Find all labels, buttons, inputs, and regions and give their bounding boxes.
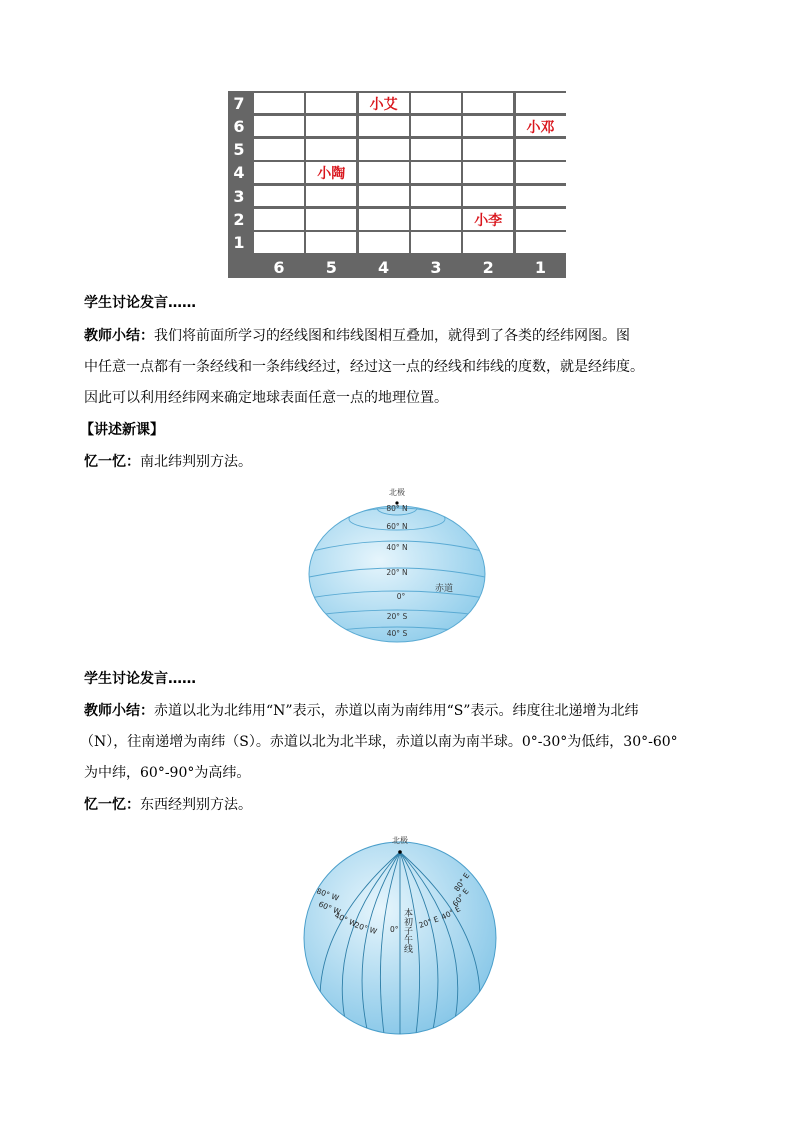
seat-cell (411, 162, 461, 183)
seat-cell (254, 116, 304, 137)
seat-cell (306, 209, 356, 230)
student-name: 小陶 (317, 166, 346, 183)
seat-cell (359, 209, 409, 230)
row-number: 7 (233, 93, 245, 113)
seat-cell (516, 209, 566, 230)
lon-label-60w: 60° W (317, 899, 343, 917)
seat-cell (306, 186, 356, 207)
recall-longitude (84, 796, 252, 814)
seat-cell (463, 186, 513, 207)
lon-label-40e: 40° E (439, 904, 462, 922)
longitude-globe-diagram (296, 828, 506, 1038)
teacher-summary-1-line-1 (84, 327, 630, 345)
seat-cell (254, 139, 304, 160)
seat-cell (463, 139, 513, 160)
seat-cell (254, 93, 304, 114)
seat-cell (411, 116, 461, 137)
seat-cell (516, 232, 566, 253)
seat-cell (359, 186, 409, 207)
student-name: 小邓 (526, 119, 555, 136)
seat-cell (359, 162, 409, 183)
lon-label-0: 0° (390, 925, 399, 934)
recall-text: 南北纬判别方法。 (140, 454, 252, 470)
lat-label-20n: 20° N (386, 568, 408, 577)
row-number: 3 (233, 186, 245, 206)
column-number: 2 (482, 257, 494, 277)
teacher-summary-1-line-2: 中任意一点都有一条经线和一条纬线经过，经过这一点的经线和纬线的度数，就是经纬度。 (84, 359, 644, 375)
seat-cell (306, 116, 356, 137)
recall-label: 忆一忆： (84, 454, 140, 470)
lon-label-20w: 20° W (353, 920, 379, 937)
lat-label-60n: 60° N (386, 522, 408, 531)
column-number: 3 (430, 257, 442, 277)
lat-label-40n: 40° N (386, 543, 408, 552)
row-number: 2 (233, 210, 245, 229)
column-number: 5 (325, 257, 337, 277)
north-pole-label: 北极 (392, 836, 408, 845)
row-number: 5 (233, 140, 245, 160)
seat-cell (411, 93, 461, 114)
lon-label-80w: 80° W (315, 886, 341, 903)
lat-label-0: 0° (396, 592, 406, 601)
new-lesson-heading: 【讲述新课】 (80, 422, 164, 438)
seat-cell (516, 93, 566, 114)
seat-cell (411, 186, 461, 207)
seat-cell (463, 93, 513, 114)
seat-cell (516, 162, 566, 183)
row-number: 4 (233, 163, 245, 183)
lat-label-20s: 20° S (386, 612, 408, 621)
teacher-summary-2-line-2: （N），往南递增为南纬（S）。赤道以北为北半球，赤道以南为南半球。0°-30°为低纬，30°-60° (80, 734, 678, 750)
recall-label: 忆一忆： (84, 797, 140, 813)
summary-text: 我们将前面所学习的经线图和纬线图相互叠加，就得到了各类的经纬网图。图 (154, 328, 630, 344)
row-number: 6 (233, 116, 245, 136)
seat-cell (306, 232, 356, 253)
column-number: 6 (273, 257, 285, 277)
seat-cell (516, 186, 566, 207)
north-pole-dot (398, 850, 402, 854)
seat-cell (306, 139, 356, 160)
discussion-heading-1: 学生讨论发言…… (84, 295, 196, 311)
prime-meridian-label: 本初子午线 (402, 908, 412, 953)
teacher-summary-2-line-1 (84, 702, 638, 720)
seat-cell (254, 209, 304, 230)
north-pole-label: 北极 (389, 488, 405, 497)
seat-cell (359, 116, 409, 137)
recall-latitude (84, 453, 252, 471)
latitude-globe-diagram (306, 481, 488, 645)
discussion-heading-2: 学生讨论发言…… (84, 671, 196, 687)
seat-cell (254, 232, 304, 253)
seat-cell (359, 232, 409, 253)
lon-label-20e: 20° E (417, 914, 440, 930)
seat-cell (463, 232, 513, 253)
equator-label: 赤道 (435, 584, 454, 594)
column-number: 1 (534, 257, 547, 277)
seat-cell (254, 162, 304, 183)
teacher-summary-label: 教师小结： (84, 328, 154, 344)
student-name: 小艾 (369, 96, 398, 113)
seat-cell (359, 139, 409, 160)
teacher-summary-label: 教师小结： (84, 703, 154, 719)
seat-cell (411, 209, 461, 230)
seat-cell (516, 139, 566, 160)
teacher-summary-1-line-3: 因此可以利用经纬网来确定地球表面任意一点的地理位置。 (84, 390, 448, 406)
lat-label-40s: 40° S (386, 629, 408, 638)
seat-cell (463, 116, 513, 137)
seat-cell (254, 186, 304, 207)
lon-label-80e: 80° E (452, 871, 472, 894)
seat-cell (411, 139, 461, 160)
summary-text: 赤道以北为北纬用“N”表示，赤道以南为南纬用“S”表示。纬度往北递增为北纬 (154, 703, 639, 719)
row-number: 1 (233, 233, 245, 253)
lon-label-40w: 40° W (333, 910, 358, 929)
column-number: 4 (378, 257, 390, 277)
teacher-summary-2-line-3: 为中纬，60°-90°为高纬。 (84, 765, 251, 781)
lat-label-80n: 80° N (386, 504, 408, 513)
recall-text: 东西经判别方法。 (140, 797, 252, 813)
lon-label-60e: 60° E (450, 886, 471, 909)
student-name: 小李 (474, 213, 503, 229)
seating-grid (228, 91, 566, 278)
seat-cell (411, 232, 461, 253)
seat-cell (306, 93, 356, 114)
seat-cell (463, 162, 513, 183)
